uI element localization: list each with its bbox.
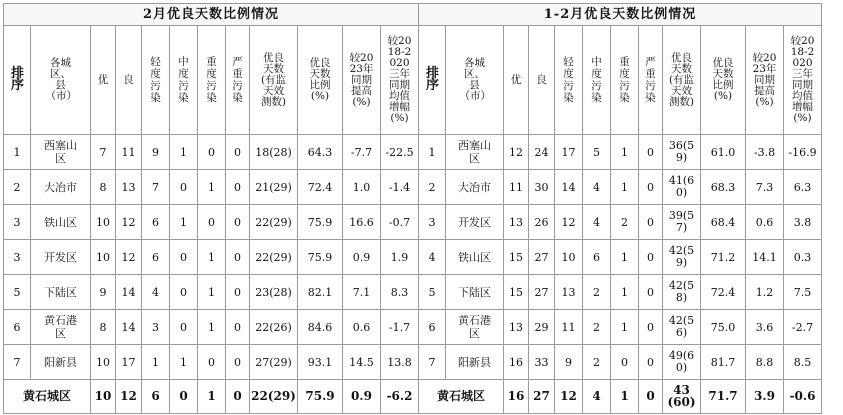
total-jf-vs2018: -0.6	[784, 380, 822, 414]
jf-header-heavy-label: 重度污染	[619, 56, 630, 104]
row-jf-good: 29	[529, 310, 555, 345]
row-jf-ratio: 81.7	[701, 345, 746, 380]
row-jf-vs2018: 3.8	[784, 205, 822, 240]
row-jf-region	[446, 135, 504, 170]
row-feb-excellent: 7	[91, 135, 116, 170]
jf-region-name: 阳新县	[458, 355, 491, 369]
total-feb-good: 12	[116, 380, 142, 414]
row-feb-vs2023: 7.1	[343, 275, 381, 310]
jf-days-value: 42(56)	[668, 314, 695, 339]
total-jf-region: 黄石城区	[419, 380, 504, 414]
feb-header-vs2023	[343, 26, 381, 135]
jf-days-value: 42(58)	[668, 279, 695, 304]
row-jf-region	[446, 170, 504, 205]
row-jf-moderate: 4	[583, 205, 611, 240]
feb-header-heavy	[198, 26, 226, 135]
feb-section-title: 2月优良天数比例情况	[4, 4, 419, 26]
row-jf-excellent: 16	[504, 345, 529, 380]
row-jf-severe: 0	[639, 205, 663, 240]
jf-header-good	[529, 26, 555, 135]
jf-days-value: 42(59)	[668, 244, 695, 269]
feb-header-excellent-label: 优	[97, 74, 109, 86]
row-feb-vs2018: 8.3	[381, 275, 419, 310]
row-jf-heavy: 1	[611, 275, 639, 310]
row-jf-good: 27	[529, 240, 555, 275]
jf-days-value: 49(60)	[668, 349, 695, 374]
row-jf-region	[446, 275, 504, 310]
row-feb-light: 6	[142, 205, 170, 240]
row-feb-severe: 0	[226, 170, 250, 205]
row-jf-rank: 6	[419, 310, 446, 345]
row-feb-good: 17	[116, 345, 142, 380]
row-feb-excellent: 10	[91, 345, 116, 380]
row-jf-ratio: 71.2	[701, 240, 746, 275]
row-feb-heavy: 1	[198, 310, 226, 345]
total-feb-vs2018: -6.2	[381, 380, 419, 414]
row-jf-good: 26	[529, 205, 555, 240]
total-feb-days: 22(29)	[250, 380, 298, 414]
row-feb-rank: 2	[4, 170, 31, 205]
row-feb-days: 22(29)	[250, 240, 298, 275]
row-jf-severe: 0	[639, 135, 663, 170]
row-feb-vs2023: 0.6	[343, 310, 381, 345]
jf-region-name: 开发区	[458, 215, 491, 229]
row-jf-excellent: 13	[504, 310, 529, 345]
jf-header-vs2023	[746, 26, 784, 135]
feb-header-good	[116, 26, 142, 135]
air-quality-table	[3, 3, 822, 414]
row-jf-rank: 5	[419, 275, 446, 310]
row-jf-severe: 0	[639, 345, 663, 380]
row-feb-rank: 7	[4, 345, 31, 380]
row-feb-vs2018: -0.7	[381, 205, 419, 240]
row-feb-light: 1	[142, 345, 170, 380]
row-jf-heavy: 1	[611, 310, 639, 345]
jf-header-good-label: 良	[536, 74, 547, 86]
row-jf-vs2018: 8.5	[784, 345, 822, 380]
total-jf-vs2023: 3.9	[746, 380, 784, 414]
feb-header-region-label: 各城区、县（市）	[45, 57, 77, 102]
row-feb-moderate: 0	[170, 170, 198, 205]
jf-region-name: 大冶市	[458, 180, 491, 194]
row-feb-excellent: 10	[91, 240, 116, 275]
total-jf-days	[663, 380, 701, 414]
feb-region-name: 铁山区	[44, 215, 77, 229]
row-feb-heavy: 0	[198, 345, 226, 380]
jf-header-light-label: 轻度污染	[563, 56, 574, 104]
total-feb-severe: 0	[226, 380, 250, 414]
feb-header-moderate	[170, 26, 198, 135]
row-feb-heavy: 1	[198, 170, 226, 205]
row-feb-region	[31, 275, 91, 310]
row-feb-light: 9	[142, 135, 170, 170]
row-jf-rank: 1	[419, 135, 446, 170]
jf-header-heavy	[611, 26, 639, 135]
total-feb-vs2023: 0.9	[343, 380, 381, 414]
feb-header-ratio-label: 优良天数比例(%)	[309, 57, 331, 102]
row-feb-moderate: 0	[170, 275, 198, 310]
row-jf-light: 11	[555, 310, 583, 345]
row-jf-days	[663, 275, 701, 310]
row-feb-days: 21(29)	[250, 170, 298, 205]
row-jf-vs2023: 7.3	[746, 170, 784, 205]
feb-region-name: 开发区	[44, 250, 77, 264]
feb-header-moderate-label: 中度污染	[178, 56, 189, 104]
jf-header-vs2018	[784, 26, 822, 135]
row-jf-ratio: 61.0	[701, 135, 746, 170]
table-row	[4, 205, 822, 240]
row-jf-moderate: 2	[583, 310, 611, 345]
row-feb-severe: 0	[226, 205, 250, 240]
row-jf-vs2018: -2.7	[784, 310, 822, 345]
row-jf-region	[446, 240, 504, 275]
row-feb-excellent: 10	[91, 205, 116, 240]
row-feb-region	[31, 170, 91, 205]
row-jf-ratio: 72.4	[701, 275, 746, 310]
feb-header-excellent	[91, 26, 116, 135]
row-feb-excellent: 8	[91, 310, 116, 345]
row-jf-moderate: 2	[583, 345, 611, 380]
row-jf-days	[663, 205, 701, 240]
row-feb-excellent: 9	[91, 275, 116, 310]
feb-region-name: 西塞山区	[44, 139, 77, 165]
row-feb-severe: 0	[226, 310, 250, 345]
row-feb-ratio: 72.4	[298, 170, 343, 205]
jf-header-excellent	[504, 26, 529, 135]
row-feb-ratio: 64.3	[298, 135, 343, 170]
feb-header-region	[31, 26, 91, 135]
row-jf-days	[663, 135, 701, 170]
total-jf-excellent: 16	[504, 380, 529, 414]
row-jf-severe: 0	[639, 275, 663, 310]
row-feb-vs2018: -1.4	[381, 170, 419, 205]
jf-days-value: 36(59)	[668, 139, 695, 164]
row-feb-days: 23(28)	[250, 275, 298, 310]
row-jf-heavy: 2	[611, 205, 639, 240]
feb-header-severe	[226, 26, 250, 135]
jf-region-name: 西塞山区	[458, 139, 491, 165]
feb-region-name: 黄石港区	[44, 314, 77, 340]
row-feb-rank: 3	[4, 240, 31, 275]
row-feb-vs2023: 14.5	[343, 345, 381, 380]
row-feb-ratio: 75.9	[298, 205, 343, 240]
row-feb-vs2023: -7.7	[343, 135, 381, 170]
row-feb-good: 12	[116, 240, 142, 275]
row-feb-days: 18(28)	[250, 135, 298, 170]
row-feb-light: 6	[142, 240, 170, 275]
row-feb-vs2018: -22.5	[381, 135, 419, 170]
row-jf-vs2023: 8.8	[746, 345, 784, 380]
feb-region-name: 下陆区	[44, 285, 77, 299]
row-jf-region	[446, 310, 504, 345]
jf-header-moderate	[583, 26, 611, 135]
row-jf-heavy: 0	[611, 345, 639, 380]
row-jf-days	[663, 240, 701, 275]
row-feb-vs2018: -1.7	[381, 310, 419, 345]
row-feb-rank: 3	[4, 205, 31, 240]
jf-days-value: 39(57)	[668, 209, 695, 234]
row-feb-light: 4	[142, 275, 170, 310]
row-jf-light: 14	[555, 170, 583, 205]
row-feb-region	[31, 135, 91, 170]
row-feb-good: 13	[116, 170, 142, 205]
row-feb-severe: 0	[226, 240, 250, 275]
jf-header-vs2023-label: 较2023年同期提高(%)	[752, 51, 777, 108]
row-feb-days: 22(29)	[250, 205, 298, 240]
row-feb-vs2023: 16.6	[343, 205, 381, 240]
table-row	[4, 170, 822, 205]
row-feb-region	[31, 310, 91, 345]
row-jf-light: 9	[555, 345, 583, 380]
row-jf-good: 27	[529, 275, 555, 310]
total-feb-excellent: 10	[91, 380, 116, 414]
air-quality-report	[3, 3, 822, 414]
row-feb-days: 22(26)	[250, 310, 298, 345]
row-jf-vs2023: 14.1	[746, 240, 784, 275]
total-feb-moderate: 0	[170, 380, 198, 414]
row-jf-severe: 0	[639, 170, 663, 205]
total-jf-severe: 0	[639, 380, 663, 414]
row-feb-days: 27(29)	[250, 345, 298, 380]
row-jf-moderate: 5	[583, 135, 611, 170]
total-jf-light: 12	[555, 380, 583, 414]
row-jf-good: 33	[529, 345, 555, 380]
jf-header-rank-label: 排序	[426, 66, 440, 93]
feb-region-name: 阳新县	[44, 355, 77, 369]
row-feb-excellent: 8	[91, 170, 116, 205]
row-jf-vs2018: 0.3	[784, 240, 822, 275]
row-jf-vs2018: -16.9	[784, 135, 822, 170]
row-jf-ratio: 68.3	[701, 170, 746, 205]
row-jf-severe: 0	[639, 240, 663, 275]
jf-header-region	[446, 26, 504, 135]
jf-header-days	[663, 26, 701, 135]
row-feb-region	[31, 205, 91, 240]
feb-header-severe-label: 严重污染	[232, 56, 243, 104]
row-feb-moderate: 0	[170, 240, 198, 275]
row-jf-excellent: 13	[504, 205, 529, 240]
feb-header-vs2018-label: 较2018-2020三年同期均值增幅(%)	[387, 35, 412, 124]
row-feb-vs2018: 13.8	[381, 345, 419, 380]
row-feb-severe: 0	[226, 135, 250, 170]
row-jf-light: 10	[555, 240, 583, 275]
row-jf-rank: 2	[419, 170, 446, 205]
row-feb-ratio: 93.1	[298, 345, 343, 380]
row-feb-heavy: 0	[198, 205, 226, 240]
jf-total-days-value: 43(60)	[667, 383, 696, 409]
jf-header-ratio-label: 优良天数比例(%)	[712, 57, 734, 102]
row-jf-light: 13	[555, 275, 583, 310]
feb-header-days	[250, 26, 298, 135]
row-feb-region	[31, 240, 91, 275]
table-row	[4, 135, 822, 170]
jf-header-severe	[639, 26, 663, 135]
row-jf-ratio: 75.0	[701, 310, 746, 345]
row-feb-severe: 0	[226, 345, 250, 380]
row-jf-region	[446, 345, 504, 380]
row-jf-days	[663, 170, 701, 205]
jf-header-light	[555, 26, 583, 135]
row-feb-rank: 1	[4, 135, 31, 170]
row-feb-heavy: 0	[198, 135, 226, 170]
row-feb-light: 7	[142, 170, 170, 205]
jf-header-moderate-label: 中度污染	[591, 56, 602, 104]
row-feb-good: 14	[116, 310, 142, 345]
row-jf-moderate: 4	[583, 170, 611, 205]
row-jf-rank: 7	[419, 345, 446, 380]
row-feb-rank: 5	[4, 275, 31, 310]
row-jf-heavy: 1	[611, 240, 639, 275]
total-jf-moderate: 4	[583, 380, 611, 414]
table-row	[4, 240, 822, 275]
row-jf-vs2023: 1.2	[746, 275, 784, 310]
row-jf-excellent: 11	[504, 170, 529, 205]
row-feb-good: 14	[116, 275, 142, 310]
row-jf-days	[663, 345, 701, 380]
table-total-row	[4, 380, 822, 414]
jf-header-excellent-label: 优	[510, 74, 522, 86]
row-feb-vs2018: 1.9	[381, 240, 419, 275]
row-feb-good: 12	[116, 205, 142, 240]
row-jf-days	[663, 310, 701, 345]
row-jf-moderate: 2	[583, 275, 611, 310]
feb-region-name: 大冶市	[44, 180, 77, 194]
feb-header-good-label: 良	[123, 74, 134, 86]
total-jf-heavy: 1	[611, 380, 639, 414]
row-feb-vs2023: 0.9	[343, 240, 381, 275]
row-jf-severe: 0	[639, 310, 663, 345]
row-feb-heavy: 1	[198, 275, 226, 310]
table-row	[4, 310, 822, 345]
row-jf-excellent: 15	[504, 275, 529, 310]
row-jf-vs2018: 7.5	[784, 275, 822, 310]
jf-header-rank	[419, 26, 446, 135]
row-jf-good: 30	[529, 170, 555, 205]
table-row	[4, 345, 822, 380]
row-jf-ratio: 68.4	[701, 205, 746, 240]
row-feb-region	[31, 345, 91, 380]
row-feb-ratio: 75.9	[298, 240, 343, 275]
row-feb-rank: 6	[4, 310, 31, 345]
row-jf-good: 24	[529, 135, 555, 170]
feb-header-days-label: 优良天数(有监天效测数)	[260, 51, 287, 108]
feb-header-rank-label: 排序	[11, 66, 25, 93]
row-feb-good: 11	[116, 135, 142, 170]
jf-header-vs2018-label: 较2018-2020三年同期均值增幅(%)	[790, 35, 815, 124]
row-feb-moderate: 1	[170, 135, 198, 170]
row-feb-moderate: 1	[170, 345, 198, 380]
row-jf-light: 12	[555, 205, 583, 240]
total-feb-heavy: 1	[198, 380, 226, 414]
row-jf-excellent: 12	[504, 135, 529, 170]
feb-header-light-label: 轻度污染	[150, 56, 161, 104]
jf-region-name: 黄石港区	[458, 314, 491, 340]
row-feb-vs2023: 1.0	[343, 170, 381, 205]
row-jf-rank: 3	[419, 205, 446, 240]
total-jf-good: 27	[529, 380, 555, 414]
jf-header-severe-label: 严重污染	[645, 56, 656, 104]
jf-header-days-label: 优良天数(有监天效测数)	[668, 51, 695, 108]
row-jf-vs2023: 0.6	[746, 205, 784, 240]
feb-header-vs2023-label: 较2023年同期提高(%)	[349, 51, 374, 108]
total-jf-ratio: 71.7	[701, 380, 746, 414]
total-feb-region: 黄石城区	[4, 380, 91, 414]
row-jf-heavy: 1	[611, 170, 639, 205]
row-jf-excellent: 15	[504, 240, 529, 275]
feb-header-heavy-label: 重度污染	[206, 56, 217, 104]
row-jf-rank: 4	[419, 240, 446, 275]
row-feb-ratio: 82.1	[298, 275, 343, 310]
feb-header-rank	[4, 26, 31, 135]
jf-days-value: 41(60)	[668, 174, 695, 199]
row-feb-ratio: 84.6	[298, 310, 343, 345]
jf-header-ratio	[701, 26, 746, 135]
total-feb-light: 6	[142, 380, 170, 414]
total-feb-ratio: 75.9	[298, 380, 343, 414]
row-jf-region	[446, 205, 504, 240]
feb-header-ratio	[298, 26, 343, 135]
jf-header-region-label: 各城区、县（市）	[459, 57, 491, 102]
row-jf-vs2023: -3.8	[746, 135, 784, 170]
row-jf-heavy: 1	[611, 135, 639, 170]
row-jf-vs2023: 3.6	[746, 310, 784, 345]
feb-header-vs2018	[381, 26, 419, 135]
row-feb-severe: 0	[226, 275, 250, 310]
jf-region-name: 下陆区	[458, 285, 491, 299]
jf-region-name: 铁山区	[458, 250, 491, 264]
feb-header-light	[142, 26, 170, 135]
row-feb-light: 3	[142, 310, 170, 345]
row-feb-moderate: 0	[170, 310, 198, 345]
table-row	[4, 275, 822, 310]
row-jf-moderate: 6	[583, 240, 611, 275]
jan-feb-section-title: 1-2月优良天数比例情况	[419, 4, 822, 26]
row-jf-light: 17	[555, 135, 583, 170]
row-jf-vs2018: 6.3	[784, 170, 822, 205]
row-feb-moderate: 1	[170, 205, 198, 240]
row-feb-heavy: 1	[198, 240, 226, 275]
